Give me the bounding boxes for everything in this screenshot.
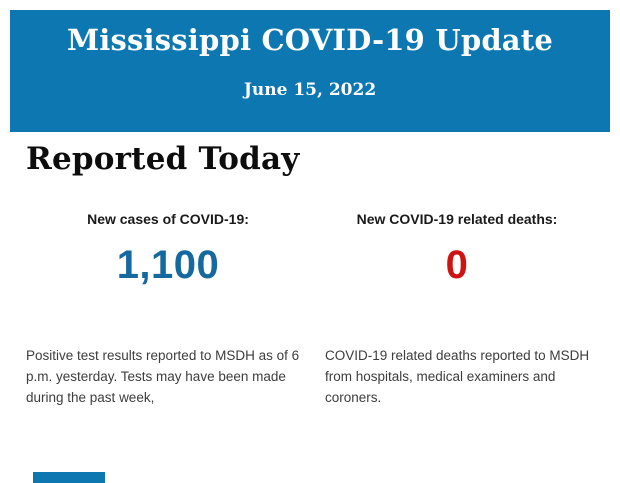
header-banner bbox=[10, 10, 610, 132]
new-deaths-value: 0 bbox=[445, 243, 469, 287]
next-section-partial-bar bbox=[33, 472, 105, 483]
new-deaths-label: New COVID-19 related deaths: bbox=[356, 211, 558, 227]
banner-title: Mississippi COVID-19 Update bbox=[66, 23, 554, 57]
banner-date: June 15, 2022 bbox=[243, 80, 377, 100]
new-cases-label: New cases of COVID-19: bbox=[87, 211, 249, 227]
new-cases-description: Positive test results reported to MSDH as of 6 p.m. yesterday. Tests may have been made during the past week, bbox=[26, 348, 300, 405]
new-deaths-description: COVID-19 related deaths reported to MSDH from hospitals, medical examiners and coroners. bbox=[325, 348, 590, 405]
new-cases-value: 1,100 bbox=[116, 243, 220, 287]
section-title: Reported Today bbox=[26, 141, 300, 177]
